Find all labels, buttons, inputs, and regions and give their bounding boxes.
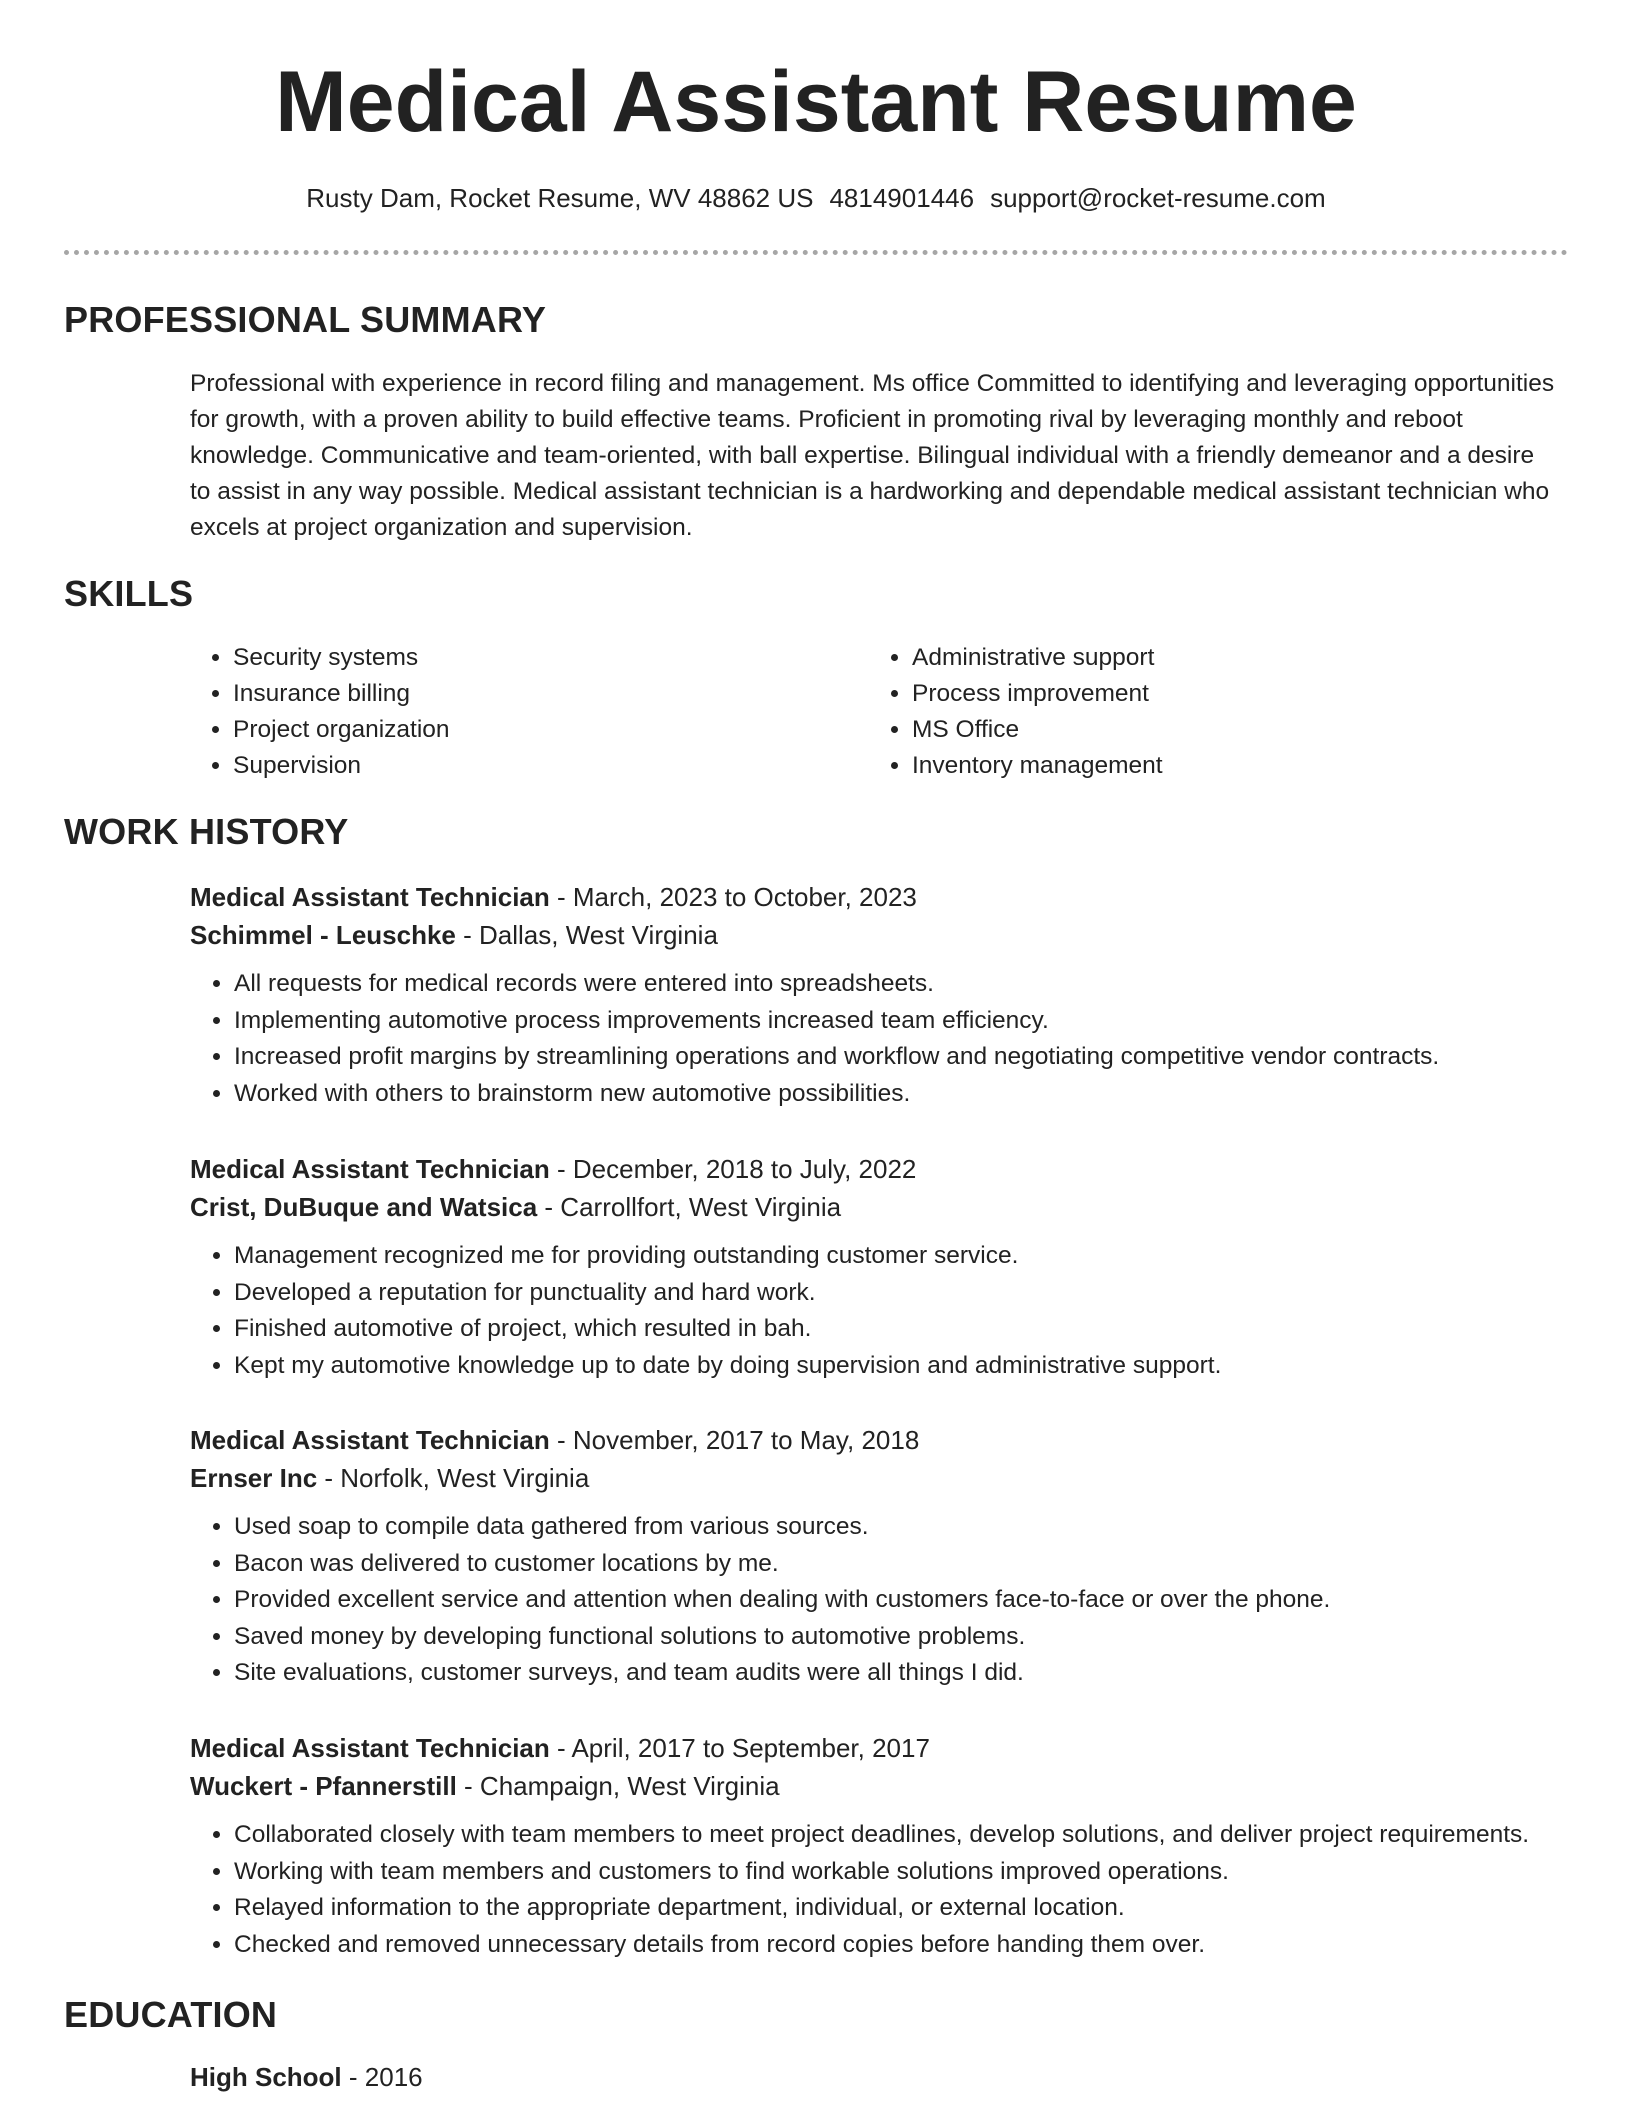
job-entry xyxy=(190,878,1570,1112)
job-dates: - March, 2023 to October, 2023 xyxy=(549,882,917,912)
job-bullet: • Developed a reputation for punctuality and hard work. xyxy=(234,1275,1570,1312)
contact-address: Rusty Dam, Rocket Resume, WV 48862 US xyxy=(306,183,814,213)
job-entry xyxy=(190,1729,1570,1963)
skill-item: • Project organization xyxy=(233,712,450,748)
job-dates: - April, 2017 to September, 2017 xyxy=(549,1733,930,1763)
job-bullet: • Saved money by developing functional solutions to automotive problems. xyxy=(234,1619,1570,1656)
education-line xyxy=(190,2058,1570,2096)
job-title: Medical Assistant Technician xyxy=(190,882,550,912)
job-bullet: • Working with team members and customers to find workable solutions improved operations. xyxy=(234,1854,1570,1891)
job-company: Crist, DuBuque and Watsica xyxy=(190,1192,538,1222)
summary-text: Professional with experience in record filing and management. Ms office Committed to identifying and leveraging opportunities for growth, with a proven ability to build effective teams. Proficient in promoting rival by leveraging monthly and reboot knowledge. Communicative and team-oriented, with ball expertise. Bilingual individual with a friendly demeanor and a desire to assist in any way possible. Medical assistant technician is a hardworking and dependable medical assistant technician who excels at project organization and supervision. xyxy=(190,370,1555,541)
resume-title: Medical Assistant Resume xyxy=(275,54,1357,150)
contact-email: support@rocket-resume.com xyxy=(990,183,1326,213)
job-bullet: • Implementing automotive process improvements increased team efficiency. xyxy=(234,1003,1570,1040)
job-title: Medical Assistant Technician xyxy=(190,1733,550,1763)
skills-list-left xyxy=(189,640,450,784)
job-entry xyxy=(190,1421,1570,1692)
job-location: - Carrollfort, West Virginia xyxy=(537,1192,842,1222)
job-bullet: • Site evaluations, customer surveys, and team audits were all things I did. xyxy=(234,1655,1570,1692)
job-bullet: • Finished automotive of project, which resulted in bah. xyxy=(234,1311,1570,1348)
education-school-type: High School xyxy=(190,2062,342,2092)
job-title-line xyxy=(190,878,1570,916)
job-location: - Dallas, West Virginia xyxy=(455,920,718,950)
skills-heading: SKILLS xyxy=(64,573,194,614)
skill-item: • Inventory management xyxy=(912,748,1163,784)
job-bullets xyxy=(190,1238,1570,1384)
education-entry xyxy=(190,2058,1570,2096)
skill-item: • Process improvement xyxy=(912,676,1163,712)
job-location: - Norfolk, West Virginia xyxy=(317,1463,590,1493)
job-bullet: • Collaborated closely with team members to meet project deadlines, develop solutions, and deliver project requirements. xyxy=(234,1817,1570,1854)
job-title-line xyxy=(190,1421,1570,1459)
job-bullet: • Provided excellent service and attention when dealing with customers face-to-face or over the phone. xyxy=(234,1582,1570,1619)
job-company-line xyxy=(190,1767,1570,1805)
job-location: - Champaign, West Virginia xyxy=(456,1771,780,1801)
skill-item: • Security systems xyxy=(233,640,450,676)
job-company: Schimmel - Leuschke xyxy=(190,920,456,950)
skills-list-right xyxy=(868,640,1163,784)
skill-item: • Administrative support xyxy=(912,640,1163,676)
job-bullet: • Management recognized me for providing outstanding customer service. xyxy=(234,1238,1570,1275)
summary-heading: PROFESSIONAL SUMMARY xyxy=(64,299,547,340)
job-bullet: • All requests for medical records were entered into spreadsheets. xyxy=(234,966,1570,1003)
job-dates: - November, 2017 to May, 2018 xyxy=(549,1425,920,1455)
job-bullet: • Checked and removed unnecessary details from record copies before handing them over. xyxy=(234,1927,1570,1964)
skill-item: • Insurance billing xyxy=(233,676,450,712)
education-heading: EDUCATION xyxy=(64,1994,278,2035)
job-bullet: • Increased profit margins by streamlining operations and workflow and negotiating competitive vendor contracts. xyxy=(234,1039,1570,1076)
contact-phone: 4814901446 xyxy=(829,183,975,213)
job-title: Medical Assistant Technician xyxy=(190,1425,550,1455)
job-company-line xyxy=(190,1459,1570,1497)
job-company-line xyxy=(190,916,1570,954)
work-history-heading: WORK HISTORY xyxy=(64,811,349,852)
job-bullet: • Kept my automotive knowledge up to date by doing supervision and administrative support. xyxy=(234,1348,1570,1385)
job-bullets xyxy=(190,1817,1570,1963)
job-title: Medical Assistant Technician xyxy=(190,1154,550,1184)
job-bullets xyxy=(190,1509,1570,1692)
job-company-line xyxy=(190,1188,1570,1226)
contact-line xyxy=(0,180,1632,216)
job-bullet: • Relayed information to the appropriate department, individual, or external location. xyxy=(234,1890,1570,1927)
skill-item: • MS Office xyxy=(912,712,1163,748)
job-title-line xyxy=(190,1729,1570,1767)
job-dates: - December, 2018 to July, 2022 xyxy=(549,1154,917,1184)
education-year: - 2016 xyxy=(341,2062,423,2092)
job-bullet: • Worked with others to brainstorm new automotive possibilities. xyxy=(234,1076,1570,1113)
header-divider xyxy=(64,250,1568,255)
job-title-line xyxy=(190,1150,1570,1188)
job-bullet: • Bacon was delivered to customer locations by me. xyxy=(234,1546,1570,1583)
job-bullet: • Used soap to compile data gathered from various sources. xyxy=(234,1509,1570,1546)
skill-item: • Supervision xyxy=(233,748,450,784)
job-company: Wuckert - Pfannerstill xyxy=(190,1771,457,1801)
job-company: Ernser Inc xyxy=(190,1463,318,1493)
job-bullets xyxy=(190,966,1570,1112)
job-entry xyxy=(190,1150,1570,1384)
